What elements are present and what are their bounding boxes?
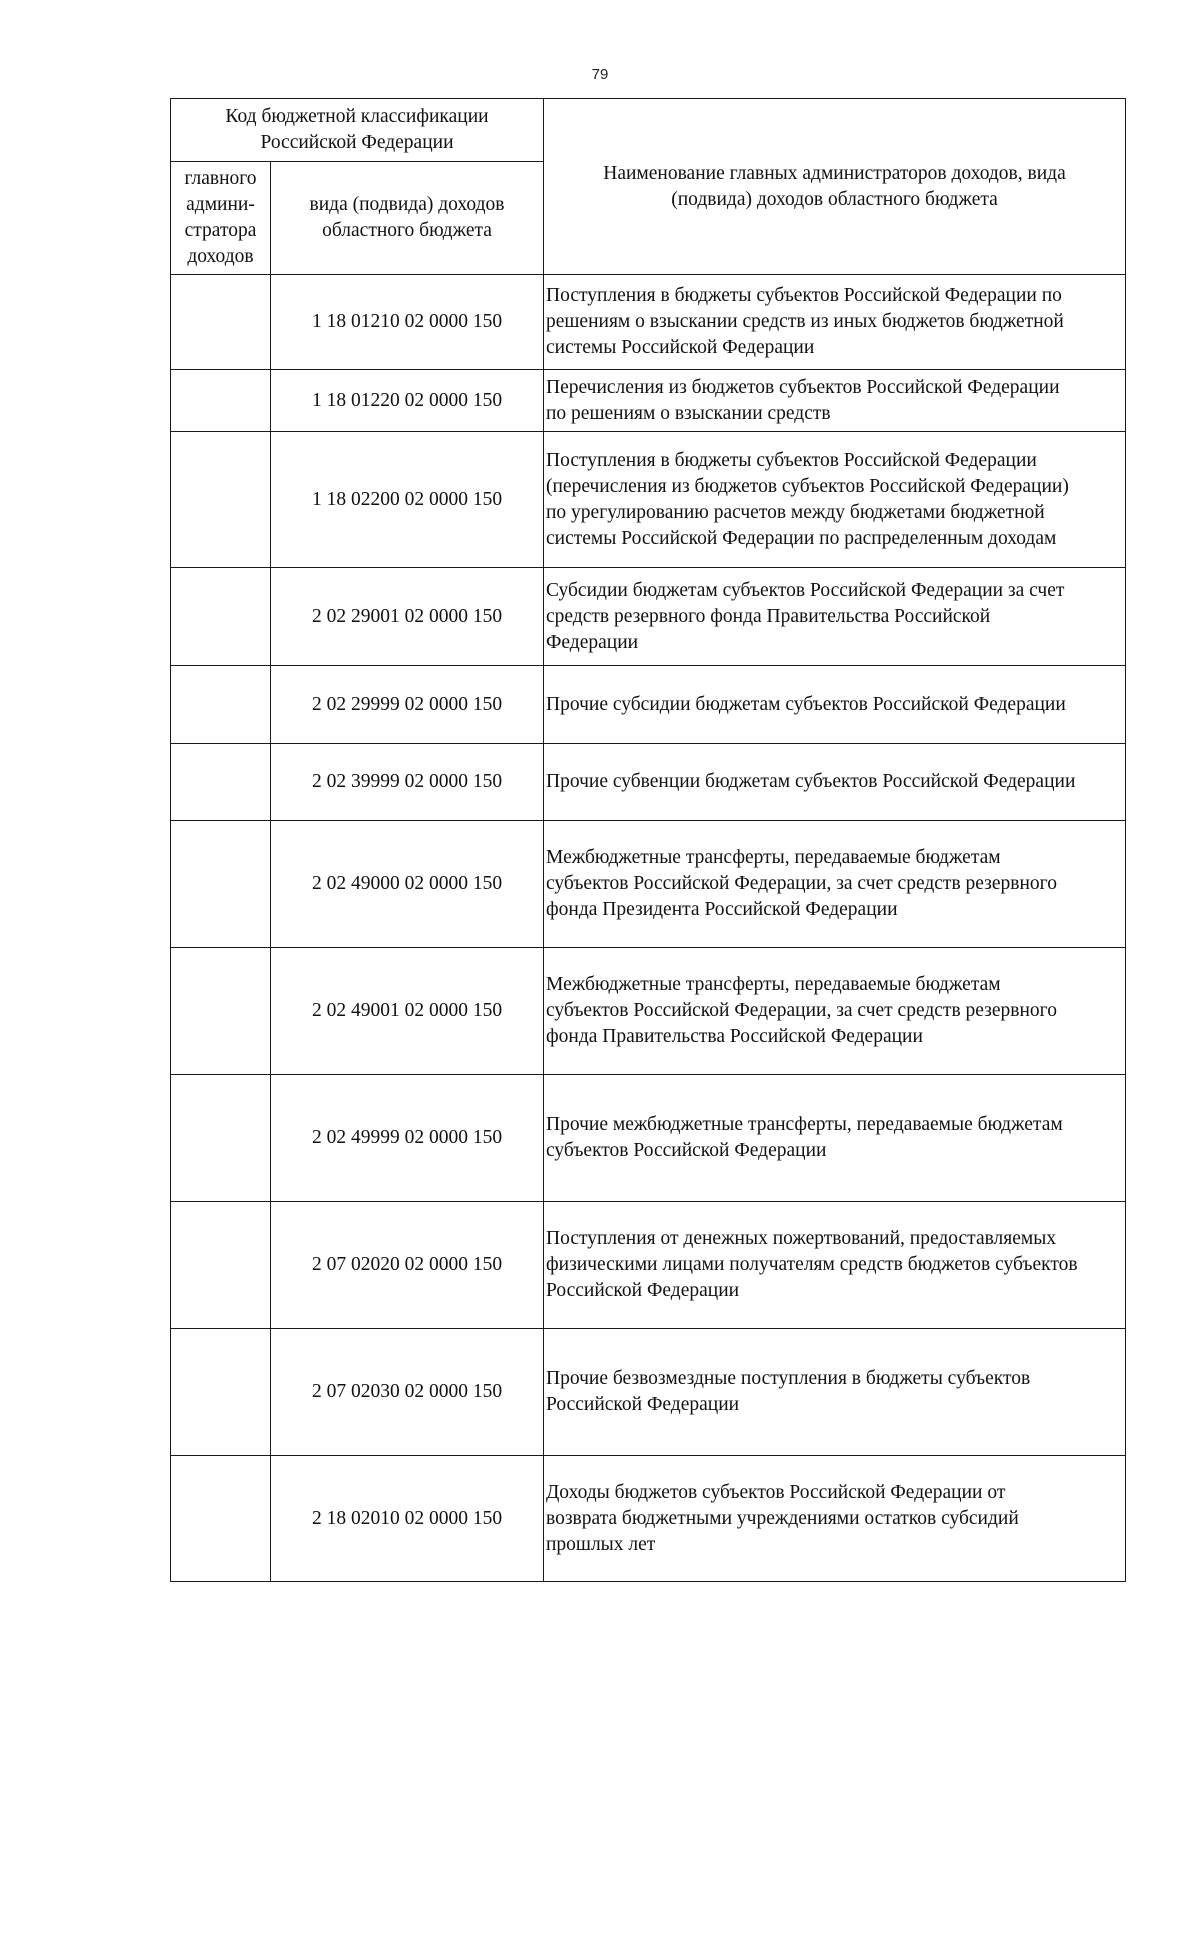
- row-name-line: фонда Президента Российской Федерации: [546, 899, 898, 920]
- table-row: [171, 821, 1126, 948]
- header-name-line: (подвида) доходов областного бюджета: [671, 188, 998, 210]
- row-name-cell: [544, 948, 1126, 1075]
- page-number: 79: [591, 66, 609, 83]
- row-name-cell: [544, 275, 1126, 370]
- row-name-cell: [544, 432, 1126, 568]
- row-name-line: фонда Правительства Российской Федерации: [546, 1026, 923, 1047]
- row-name-line: Субсидии бюджетам субъектов Российской Федерации за счет: [546, 579, 1065, 601]
- row-code-cell: 2 02 49001 02 0000 150: [271, 948, 544, 1075]
- table-row: [171, 744, 1126, 821]
- row-name-cell: [544, 370, 1126, 432]
- header-name-column: [544, 99, 1126, 275]
- table-row: [171, 666, 1126, 744]
- row-name-line: Российской Федерации: [546, 1280, 740, 1301]
- row-code-cell: 2 02 49999 02 0000 150: [271, 1075, 544, 1202]
- row-name-line: Российской Федерации: [546, 1394, 740, 1415]
- row-name-cell: [544, 666, 1126, 744]
- row-name-line: системы Российской Федерации: [546, 337, 815, 358]
- row-name-line: прошлых лет: [546, 1533, 656, 1555]
- row-name-cell: [544, 1456, 1126, 1582]
- row-name-line: субъектов Российской Федерации: [546, 1140, 827, 1161]
- row-name-line: Прочие безвозмездные поступления в бюджеты субъектов: [546, 1368, 1031, 1389]
- row-code-cell: 2 07 02030 02 0000 150: [271, 1329, 544, 1456]
- row-admin-cell: [171, 1456, 271, 1582]
- row-name-cell: [544, 821, 1126, 948]
- row-code-cell: 1 18 01210 02 0000 150: [271, 275, 544, 370]
- row-code-cell: 2 18 02010 02 0000 150: [271, 1456, 544, 1582]
- header-group-line: Код бюджетной классификации: [225, 106, 489, 127]
- row-admin-cell: [171, 948, 271, 1075]
- row-admin-cell: [171, 666, 271, 744]
- header-classification-code: [171, 99, 544, 162]
- row-name-line: (перечисления из бюджетов субъектов Российской Федерации): [546, 475, 1069, 497]
- header-group-line: Российской Федерации: [260, 132, 454, 153]
- row-name-line: субъектов Российской Федерации, за счет средств резервного: [546, 1000, 1057, 1021]
- header-admin-line: главного: [184, 168, 257, 189]
- row-code-cell: 2 02 49000 02 0000 150: [271, 821, 544, 948]
- row-name-line: Прочие межбюджетные трансферты, передаваемые бюджетам: [546, 1114, 1063, 1135]
- budget-classification-table: [170, 98, 1126, 1582]
- row-name-line: Прочие субсидии бюджетам субъектов Российской Федерации: [546, 693, 1066, 715]
- header-admin-line: стратора: [184, 220, 257, 241]
- row-name-cell: [544, 1329, 1126, 1456]
- row-code-cell: 2 07 02020 02 0000 150: [271, 1202, 544, 1329]
- header-code-line: областного бюджета: [322, 220, 492, 241]
- row-admin-cell: [171, 744, 271, 821]
- row-admin-cell: [171, 1075, 271, 1202]
- row-name-line: Прочие субвенции бюджетам субъектов Российской Федерации: [546, 771, 1076, 792]
- header-code-column: [271, 162, 544, 275]
- row-name-line: Поступления от денежных пожертвований, предоставляемых: [546, 1228, 1057, 1249]
- row-name-line: Поступления в бюджеты субъектов Российской Федерации по: [546, 285, 1062, 306]
- table-row: [171, 1329, 1126, 1456]
- row-name-line: решениям о взыскании средств из иных бюджетов бюджетной: [546, 311, 1064, 332]
- row-admin-cell: [171, 821, 271, 948]
- row-name-line: системы Российской Федерации по распределенным доходам: [546, 527, 1057, 549]
- table-row: [171, 1456, 1126, 1582]
- header-admin-line: админи-: [186, 194, 255, 215]
- row-name-cell: [544, 568, 1126, 666]
- table-row: [171, 948, 1126, 1075]
- header-admin-line: доходов: [187, 246, 254, 267]
- row-admin-cell: [171, 568, 271, 666]
- row-code-cell: 1 18 01220 02 0000 150: [271, 370, 544, 432]
- row-code-cell: 1 18 02200 02 0000 150: [271, 432, 544, 568]
- row-admin-cell: [171, 1329, 271, 1456]
- header-admin-column: [171, 162, 271, 275]
- row-admin-cell: [171, 275, 271, 370]
- row-name-line: Поступления в бюджеты субъектов Российской Федерации: [546, 449, 1037, 471]
- header-code-line: вида (подвида) доходов: [309, 194, 505, 215]
- table-row: [171, 275, 1126, 370]
- row-admin-cell: [171, 1202, 271, 1329]
- row-name-line: возврата бюджетными учреждениями остатков субсидий: [546, 1507, 1019, 1529]
- table-row: [171, 432, 1126, 568]
- row-name-line: Межбюджетные трансферты, передаваемые бюджетам: [546, 974, 1001, 995]
- row-name-cell: [544, 744, 1126, 821]
- table-row: [171, 370, 1126, 432]
- row-name-line: Доходы бюджетов субъектов Российской Федерации от: [546, 1481, 1006, 1503]
- row-name-line: Перечисления из бюджетов субъектов Российской Федерации: [546, 376, 1060, 398]
- row-code-cell: 2 02 29999 02 0000 150: [271, 666, 544, 744]
- table-row: [171, 1075, 1126, 1202]
- row-name-line: Федерации: [546, 631, 639, 653]
- table-header-row-1: [171, 99, 1126, 162]
- table-row: [171, 1202, 1126, 1329]
- row-name-cell: [544, 1202, 1126, 1329]
- header-name-line: Наименование главных администраторов доходов, вида: [603, 162, 1066, 184]
- table-row: [171, 568, 1126, 666]
- row-code-cell: 2 02 39999 02 0000 150: [271, 744, 544, 821]
- row-name-line: средств резервного фонда Правительства Российской: [546, 605, 991, 627]
- row-admin-cell: [171, 370, 271, 432]
- row-name-line: по урегулированию расчетов между бюджетами бюджетной: [546, 501, 1045, 523]
- row-name-line: Межбюджетные трансферты, передаваемые бюджетам: [546, 847, 1001, 868]
- row-name-line: субъектов Российской Федерации, за счет средств резервного: [546, 873, 1057, 894]
- row-name-line: по решениям о взыскании средств: [546, 402, 831, 424]
- row-name-cell: [544, 1075, 1126, 1202]
- row-name-line: физическими лицами получателям средств бюджетов субъектов: [546, 1254, 1078, 1275]
- row-admin-cell: [171, 432, 271, 568]
- row-code-cell: 2 02 29001 02 0000 150: [271, 568, 544, 666]
